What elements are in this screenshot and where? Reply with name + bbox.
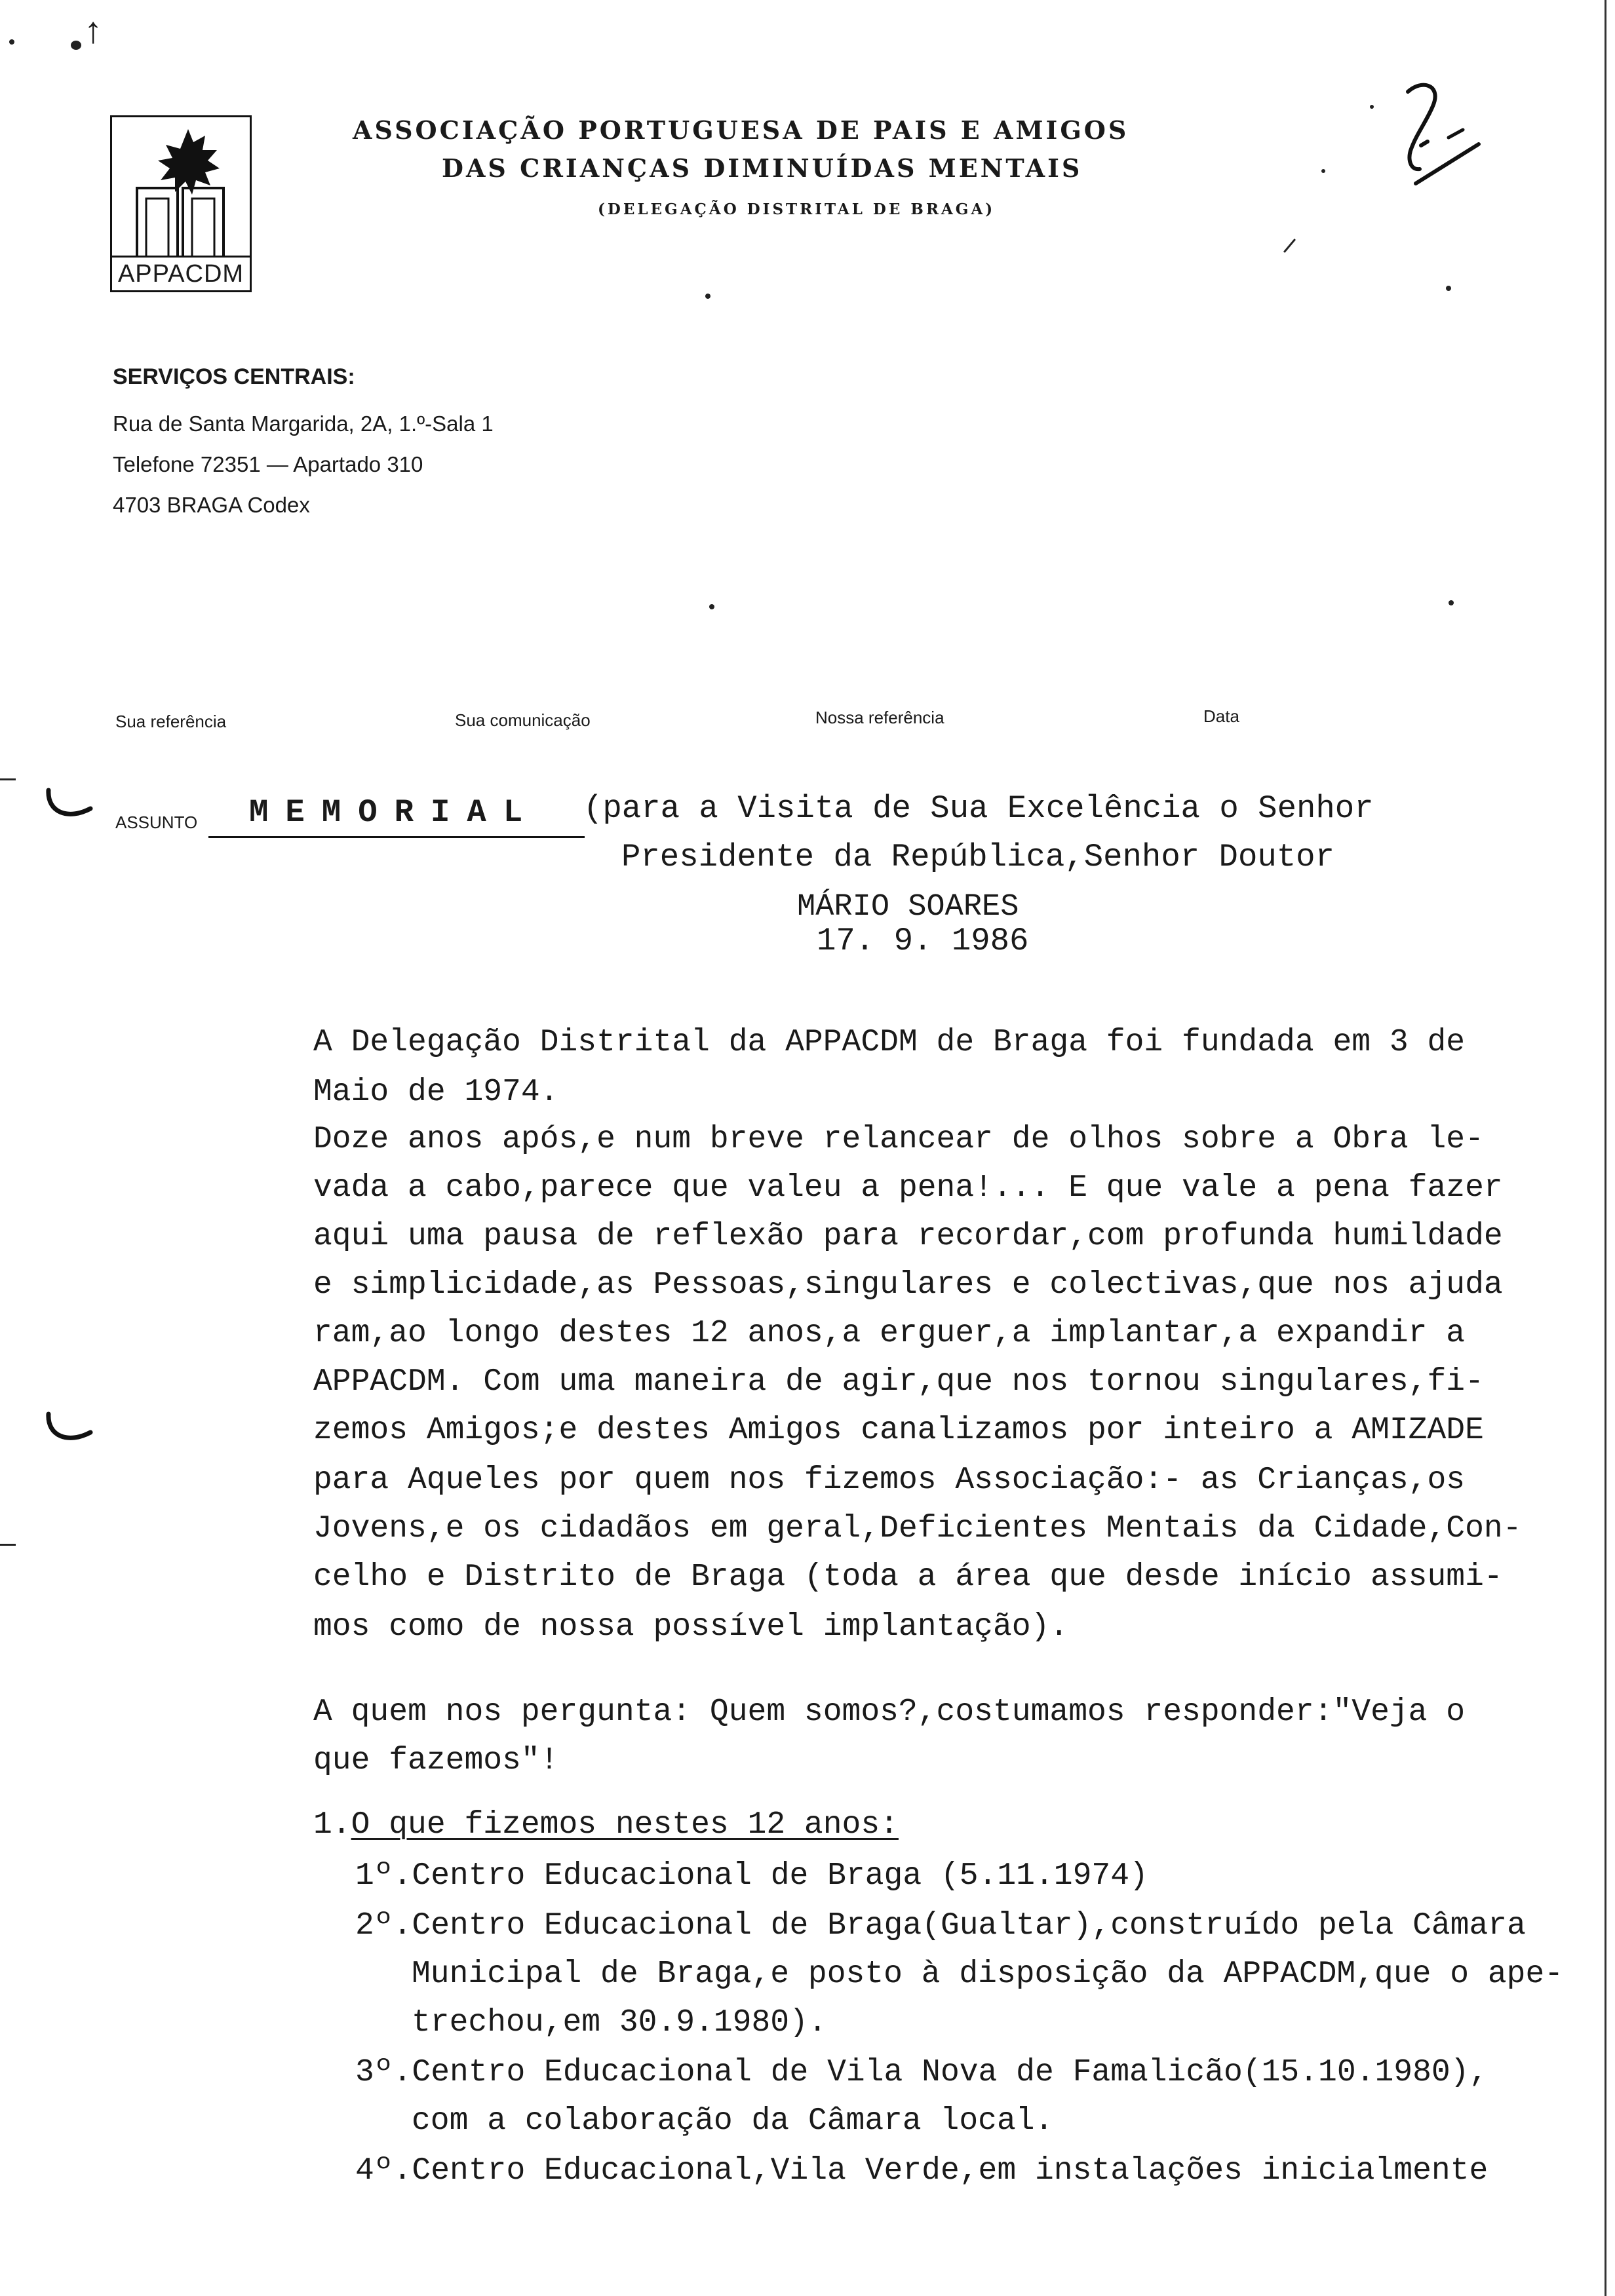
services-phone: Telefone 72351 — Apartado 310: [113, 452, 423, 476]
body-line: APPACDM. Com uma maneira de agir,que nos tornou singulares,fi-: [313, 1364, 1484, 1400]
stray-mark: [9, 39, 14, 45]
logo-text: APPACDM: [112, 256, 250, 290]
appacdm-logo: [110, 115, 252, 292]
punch-hole-mark: [42, 1410, 94, 1449]
right-edge-line: [1605, 0, 1606, 2296]
stray-mark: [709, 604, 714, 609]
body-line: zemos Amigos;e destes Amigos canalizamos por inteiro a AMIZADE: [313, 1413, 1484, 1448]
letterhead-line-1: ASSOCIAÇÃO PORTUGUESA DE PAIS E AMIGOS: [353, 115, 1129, 145]
body-line: vada a cabo,parece que valeu a pena!... E que vale a pena fazer: [313, 1170, 1503, 1206]
stray-mark: [1370, 105, 1374, 109]
sua-referencia-label: Sua referência: [115, 712, 227, 731]
fold-mark: [0, 1544, 16, 1546]
stray-mark: [1446, 286, 1451, 291]
list-item-continuation: Municipal de Braga,e posto à disposição da APPACDM,que o ape-: [412, 1957, 1564, 1992]
subject-line-1: (para a Visita de Sua Excelência o Senhor: [583, 790, 1374, 827]
logo-candles-icon: [112, 117, 250, 258]
list-item-continuation: trechou,em 30.9.1980).: [412, 2005, 827, 2040]
list-item: 2º.Centro Educacional de Braga(Gualtar),construído pela Câmara: [355, 1908, 1526, 1943]
signature-mark: [1350, 72, 1481, 203]
body-line: e simplicidade,as Pessoas,singulares e colectivas,que nos ajuda: [313, 1267, 1503, 1303]
nossa-referencia-label: Nossa referência: [815, 708, 944, 727]
stray-mark: [1283, 239, 1296, 253]
memorial-underline: [208, 836, 585, 838]
subject-line-2: Presidente da República,Senhor Doutor: [621, 839, 1334, 875]
list-item: 3º.Centro Educacional de Vila Nova de Famalicão(15.10.1980),: [355, 2055, 1489, 2090]
letterhead-line-2: DAS CRIANÇAS DIMINUÍDAS MENTAIS: [442, 153, 1083, 183]
services-city: 4703 BRAGA Codex: [113, 493, 310, 517]
body-line: que fazemos"!: [313, 1743, 559, 1778]
body-line: ram,ao longo destes 12 anos,a erguer,a implantar,a expandir a: [313, 1316, 1466, 1351]
section-heading: [313, 1807, 899, 1843]
list-item: 4º.Centro Educacional,Vila Verde,em instalações inicialmente: [355, 2153, 1489, 2189]
stray-mark: [1449, 600, 1454, 605]
body-line: Doze anos após,e num breve relancear de olhos sobre a Obra le-: [313, 1122, 1484, 1157]
body-line: mos como de nossa possível implantação).: [313, 1609, 1069, 1645]
sua-comunicacao-label: Sua comunicação: [455, 710, 591, 730]
services-address: Rua de Santa Margarida, 2A, 1.º-Sala 1: [113, 411, 494, 436]
assunto-label: ASSUNTO: [115, 813, 198, 832]
stray-mark: [1321, 169, 1325, 173]
list-item: 1º.Centro Educacional de Braga (5.11.1974): [355, 1858, 1148, 1894]
letterhead-line-3: (DELEGAÇÃO DISTRITAL DE BRAGA): [598, 201, 996, 218]
body-line: para Aqueles por quem nos fizemos Associação:- as Crianças,os: [313, 1463, 1466, 1498]
memorial-title: MEMORIAL: [249, 794, 540, 831]
body-line: Jovens,e os cidadãos em geral,Deficientes Mentais da Cidade,Con-: [313, 1511, 1522, 1546]
subject-name: MÁRIO SOARES: [797, 890, 1019, 925]
list-item-continuation: com a colaboração da Câmara local.: [412, 2103, 1054, 2139]
body-line: celho e Distrito de Braga (toda a área que desde início assumi-: [313, 1559, 1503, 1595]
stray-mark: ↑: [84, 9, 102, 50]
data-label: Data: [1203, 706, 1239, 726]
services-heading: SERVIÇOS CENTRAIS:: [113, 364, 355, 389]
body-line: A quem nos pergunta: Quem somos?,costumamos responder:"Veja o: [313, 1694, 1466, 1730]
body-line: Maio de 1974.: [313, 1075, 559, 1110]
body-line: A Delegação Distrital da APPACDM de Braga foi fundada em 3 de: [313, 1025, 1466, 1060]
section-title: O que fizemos nestes 12 anos:: [351, 1807, 899, 1843]
fold-mark: [0, 778, 16, 780]
stray-mark: [705, 294, 710, 299]
subject-date: 17. 9. 1986: [817, 923, 1029, 959]
body-line: aqui uma pausa de reflexão para recordar,com profunda humildade: [313, 1219, 1503, 1254]
section-number: 1.: [313, 1807, 351, 1843]
punch-hole-mark: [42, 786, 94, 826]
stray-mark: [71, 41, 81, 50]
